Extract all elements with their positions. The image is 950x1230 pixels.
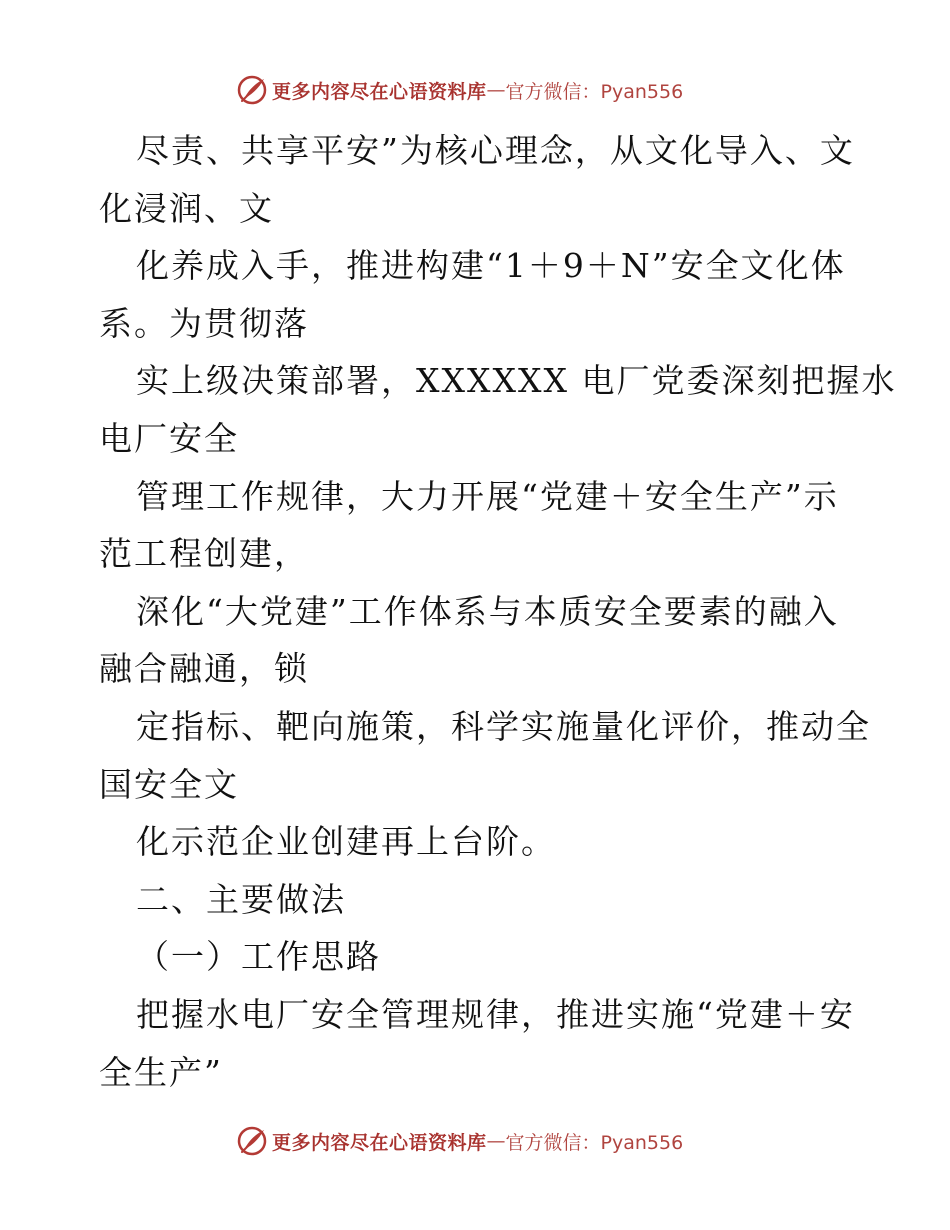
paragraph-line: 全生产” (99, 1052, 223, 1092)
feather-pen-logo-icon (236, 1125, 268, 1157)
watermark-wechat-text: 官方微信：Pyan556 (505, 80, 684, 103)
paragraph-line: 范工程创建， (99, 534, 309, 574)
section-heading: 二、主要做法 (136, 879, 346, 919)
watermark-wechat-text: 官方微信：Pyan556 (505, 1131, 684, 1154)
paragraph-line: 化浸润、文 (99, 188, 274, 228)
header-watermark (236, 73, 683, 107)
watermark-separator: — (486, 79, 506, 101)
paragraph-line: 电厂安全 (99, 418, 239, 458)
watermark-site-text: 更多内容尽在心语资料库 (272, 1131, 487, 1154)
paragraph-line: 化示范企业创建再上台阶。 (136, 822, 556, 862)
footer-watermark (236, 1124, 683, 1158)
watermark-separator: — (486, 1130, 506, 1152)
feather-pen-logo-icon (236, 74, 268, 106)
subsection-heading: （一）工作思路 (136, 937, 381, 977)
paragraph-line: 尽责、共享平安”为核心理念，从文化导入、文 (136, 131, 855, 170)
paragraph-line: 定指标、靶向施策，科学实施量化评价，推动全 (136, 706, 871, 746)
paragraph-line: 把握水电厂安全管理规律，推进实施“党建＋安 (136, 994, 855, 1034)
paragraph-line: 国安全文 (99, 764, 239, 804)
watermark-site-text: 更多内容尽在心语资料库 (272, 80, 487, 103)
paragraph-line: 深化“大党建”工作体系与本质安全要素的融入 (136, 591, 839, 631)
paragraph-line: 融合融通，锁 (99, 649, 309, 689)
document-body (99, 122, 897, 1101)
paragraph-line: 系。为贯彻落 (99, 303, 309, 343)
paragraph-line: 实上级决策部署，XXXXXX 电厂党委深刻把握水 (136, 361, 897, 401)
paragraph-line: 化养成入手，推进构建“1＋9＋N”安全文化体 (136, 246, 846, 286)
paragraph-line: 管理工作规律，大力开展“党建＋安全生产”示 (136, 476, 839, 516)
